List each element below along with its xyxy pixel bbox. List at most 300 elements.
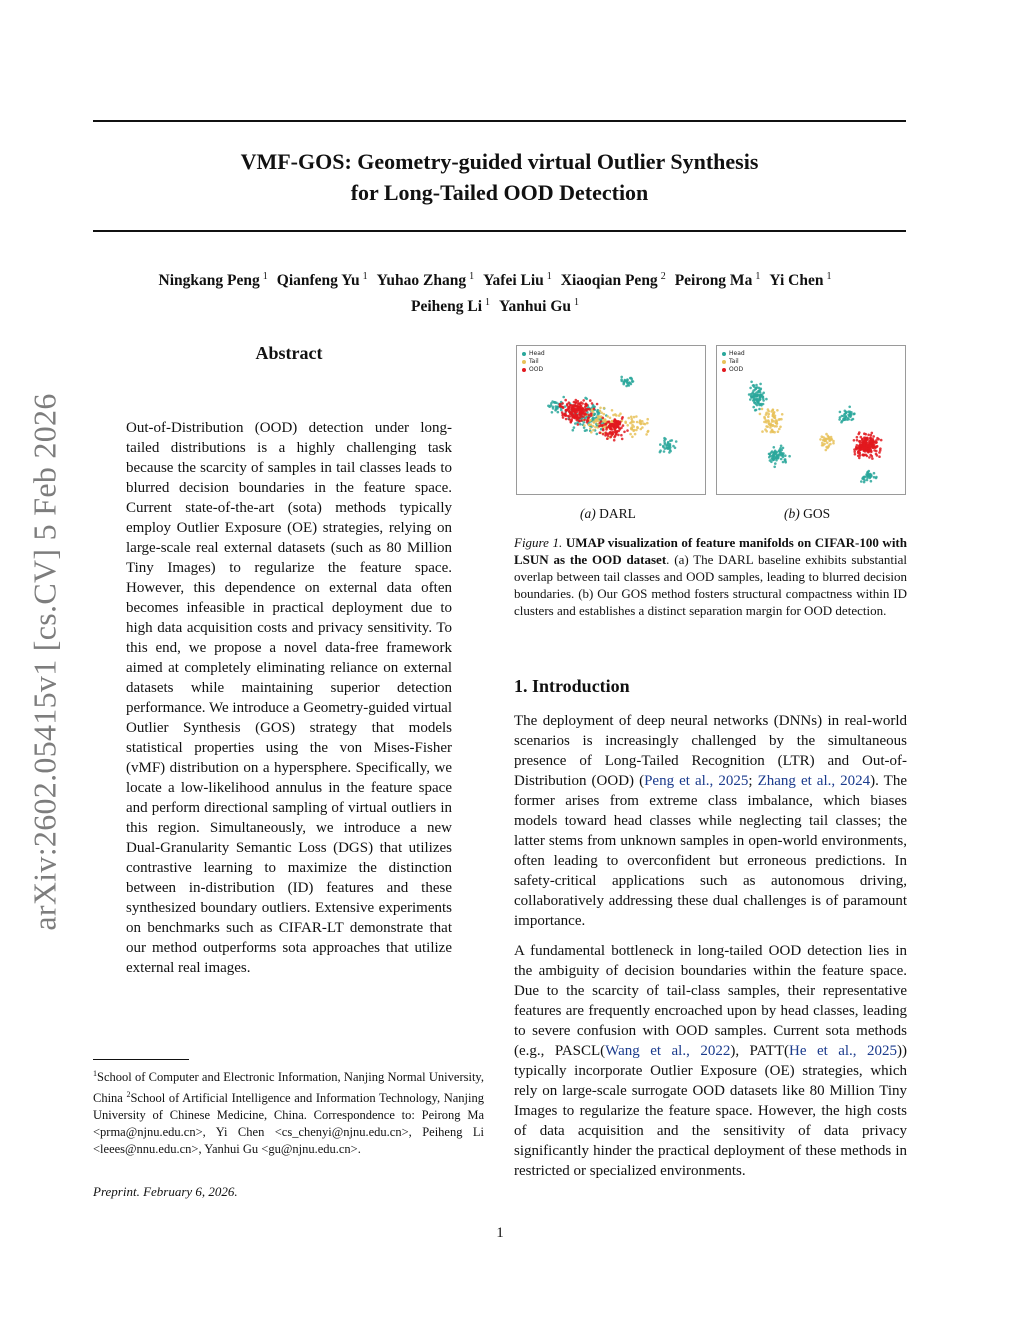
- head-point: [760, 387, 763, 390]
- tail-point: [646, 418, 649, 421]
- tail-point: [774, 417, 777, 420]
- head-point: [867, 472, 870, 475]
- ood-point: [569, 413, 572, 416]
- ood-point: [865, 454, 868, 457]
- tail-point: [647, 430, 650, 433]
- head-point: [843, 413, 846, 416]
- head-point: [782, 461, 785, 464]
- ood-point: [573, 410, 576, 413]
- head-point: [551, 400, 554, 403]
- legend-tail-label: Tail: [529, 358, 539, 365]
- ood-point: [580, 419, 583, 422]
- head-point: [668, 451, 671, 454]
- tail-point: [630, 416, 633, 419]
- legend-head-label: Head: [529, 350, 545, 357]
- head-point: [758, 408, 761, 411]
- head-point: [842, 419, 845, 422]
- head-point: [757, 400, 760, 403]
- tail-point: [594, 419, 597, 422]
- tail-point: [618, 414, 621, 417]
- tail-point: [639, 420, 642, 423]
- tail-point: [766, 426, 769, 429]
- tail-point: [630, 427, 633, 430]
- legend-tail-marker: [722, 360, 726, 364]
- ood-point: [582, 413, 585, 416]
- tail-point: [825, 440, 828, 443]
- legend-darl: [522, 350, 545, 374]
- ood-point: [857, 433, 860, 436]
- head-point: [662, 446, 665, 449]
- ood-point: [860, 436, 863, 439]
- head-point: [755, 384, 758, 387]
- citation-he-2025[interactable]: He et al., 2025: [789, 1043, 898, 1059]
- ood-point: [596, 403, 599, 406]
- tail-point: [630, 418, 633, 421]
- intro-p2-text-a: A fundamental bottleneck in long-tailed OOD detection lies in the ambiguity of decision boundaries within the feature space. Due to the scarcity of tail-class samples, their representative features are frequently encroached upon by head classes, leading to severe confusion with OOD samples. Current sota methods (e.g., PASCL(: [514, 943, 907, 1059]
- ood-point: [863, 443, 866, 446]
- ood-point: [568, 410, 571, 413]
- tail-point: [614, 413, 617, 416]
- tail-point: [779, 426, 782, 429]
- ood-point: [864, 433, 867, 436]
- intro-paragraph-2: [514, 941, 907, 1181]
- head-point: [584, 397, 587, 400]
- ood-point: [622, 424, 625, 427]
- ood-point: [575, 401, 578, 404]
- author-name: Yuhao Zhang: [376, 272, 467, 290]
- ood-point: [859, 448, 862, 451]
- tail-point: [771, 419, 774, 422]
- ood-point: [579, 404, 582, 407]
- tail-point: [767, 410, 770, 413]
- head-point: [562, 396, 565, 399]
- ood-point: [608, 426, 611, 429]
- head-point: [860, 480, 863, 483]
- ood-point: [621, 417, 624, 420]
- head-point: [624, 379, 627, 382]
- ood-point: [577, 418, 580, 421]
- tail-point: [759, 413, 762, 416]
- ood-point: [578, 402, 581, 405]
- ood-point: [879, 447, 882, 450]
- legend-ood-label: OOD: [729, 366, 744, 373]
- ood-point: [855, 447, 858, 450]
- head-point: [774, 462, 777, 465]
- tail-point: [772, 412, 775, 415]
- tail-point: [781, 413, 784, 416]
- ood-point: [583, 419, 586, 422]
- arxiv-identifier: arXiv:2602.05415v1 [cs.CV] 5 Feb 2026: [26, 393, 63, 931]
- author-name: Peirong Ma: [674, 272, 753, 290]
- ood-point: [565, 418, 568, 421]
- tail-point: [635, 429, 638, 432]
- ood-point: [858, 457, 861, 460]
- ood-point: [860, 444, 863, 447]
- ood-point: [579, 410, 582, 413]
- head-point: [847, 418, 850, 421]
- head-point: [774, 451, 777, 454]
- tail-point: [769, 426, 772, 429]
- head-point: [773, 453, 776, 456]
- tail-point: [765, 412, 768, 415]
- ood-point: [589, 399, 592, 402]
- ood-point: [572, 407, 575, 410]
- ood-point: [561, 411, 564, 414]
- head-point: [754, 402, 757, 405]
- tail-point: [633, 429, 636, 432]
- author-name: Qianfeng Yu: [276, 272, 360, 290]
- ood-point: [613, 420, 616, 423]
- ood-point: [593, 408, 596, 411]
- ood-point: [870, 442, 873, 445]
- tail-point: [646, 422, 649, 425]
- ood-point: [566, 404, 569, 407]
- ood-point: [601, 425, 604, 428]
- head-point: [761, 395, 764, 398]
- author-affiliation-mark: 1: [826, 271, 832, 282]
- head-point: [873, 472, 876, 475]
- ood-point: [861, 438, 864, 441]
- ood-point: [590, 414, 593, 417]
- head-point: [552, 407, 555, 410]
- ood-point: [856, 436, 859, 439]
- head-point: [572, 429, 575, 432]
- page-number: 1: [496, 1225, 504, 1241]
- ood-point: [602, 433, 605, 436]
- footnote-part-2: School of Artificial Intelligence and Information Technology, Nanjing University of Chinese Medicine, China. Correspondence to: Peirong Ma <prma@njnu.edu.cn>, Yi Chen <cs_chenyi@njnu.edu.cn>, Peiheng Li <leees@nnu.edu.cn>, Yanhui Gu <gu@njnu.edu.cn>.: [93, 1091, 485, 1157]
- head-point: [849, 416, 852, 419]
- author-row-2: [93, 292, 906, 318]
- head-point: [841, 415, 844, 418]
- head-point: [620, 376, 623, 379]
- ood-point: [602, 428, 605, 431]
- head-point: [750, 381, 753, 384]
- affiliation-footnote: [93, 1065, 484, 1158]
- head-point: [759, 398, 762, 401]
- tail-point: [590, 423, 593, 426]
- ood-point: [621, 438, 624, 441]
- subcaption-b-name: GOS: [803, 506, 831, 521]
- ood-point: [863, 449, 866, 452]
- head-point: [788, 455, 791, 458]
- author-affiliation-mark: 1: [469, 271, 475, 282]
- author-name: Ningkang Peng: [158, 272, 260, 290]
- ood-point: [856, 439, 859, 442]
- tail-point: [633, 416, 636, 419]
- head-point: [768, 453, 771, 456]
- ood-point: [865, 443, 868, 446]
- ood-point: [871, 457, 874, 460]
- head-point: [749, 398, 752, 401]
- head-point: [674, 447, 677, 450]
- head-point: [758, 390, 761, 393]
- head-point: [770, 461, 773, 464]
- head-point: [866, 479, 869, 482]
- author-name: Yafei Liu: [483, 272, 544, 290]
- tail-point: [626, 424, 629, 427]
- ood-point: [581, 402, 584, 405]
- head-point: [778, 453, 781, 456]
- ood-point: [859, 454, 862, 457]
- head-point: [547, 405, 550, 408]
- author-affiliation-mark: 1: [755, 271, 761, 282]
- tail-point: [590, 431, 593, 434]
- head-point: [573, 426, 576, 429]
- intro-p1-sep: ;: [748, 773, 758, 789]
- head-point: [620, 380, 623, 383]
- head-point: [770, 451, 773, 454]
- tail-point: [600, 411, 603, 414]
- head-point: [848, 406, 851, 409]
- footnote-rule: [93, 1059, 189, 1060]
- head-point: [862, 476, 865, 479]
- head-point: [753, 399, 756, 402]
- legend-ood-label: OOD: [529, 366, 544, 373]
- head-point: [780, 445, 783, 448]
- tail-point: [770, 431, 773, 434]
- section-heading-introduction: 1. Introduction: [514, 676, 630, 696]
- head-point: [779, 447, 782, 450]
- citation-wang-2022[interactable]: Wang et al., 2022: [605, 1043, 731, 1059]
- head-point: [752, 391, 755, 394]
- head-point: [667, 442, 670, 445]
- ood-point: [582, 399, 585, 402]
- ood-point: [868, 440, 871, 443]
- head-point: [663, 442, 666, 445]
- tail-point: [825, 449, 828, 452]
- subcaption-a-label: (a): [580, 506, 596, 521]
- tail-point: [778, 428, 781, 431]
- tail-point: [761, 408, 764, 411]
- head-point: [754, 409, 757, 412]
- head-point: [584, 429, 587, 432]
- legend-head-label: Head: [729, 350, 745, 357]
- tail-point: [777, 430, 780, 433]
- ood-point: [572, 414, 575, 417]
- author-name: Peiheng Li: [411, 298, 483, 316]
- head-point: [551, 411, 554, 414]
- head-point: [873, 476, 876, 479]
- intro-paragraph-1: [514, 711, 907, 931]
- ood-point: [876, 454, 879, 457]
- footnote-part-1: School of Computer and Electronic Information, Nanjing Normal University, China: [93, 1070, 484, 1106]
- ood-point: [564, 414, 567, 417]
- head-point: [844, 410, 847, 413]
- ood-point: [868, 456, 871, 459]
- tail-point: [819, 438, 822, 441]
- ood-point: [599, 431, 602, 434]
- ood-point: [577, 423, 580, 426]
- ood-point: [616, 423, 619, 426]
- tail-point: [592, 421, 595, 424]
- head-point: [749, 387, 752, 390]
- intro-p1-text-a: The deployment of deep neural networks (DNNs) in real-world scenarios is increasingly challenged by the simultaneous presence of Long-Tailed Recognition (LTR) and Out-of-Distribution (OOD) (: [514, 713, 907, 789]
- caption-rest: . (a) The DARL baseline exhibits substantial overlap between tail classes and OOD samples, leading to blurred decision boundaries. (b) Our GOS method fosters structural compactness within ID clusters and establishes a distinct separation margin for OOD detection.: [514, 552, 907, 618]
- head-point: [579, 423, 582, 426]
- head-point: [765, 398, 768, 401]
- ood-point: [871, 432, 874, 435]
- tail-point: [597, 417, 600, 420]
- tail-point: [624, 421, 627, 424]
- ood-point: [611, 428, 614, 431]
- ood-point: [872, 435, 875, 438]
- head-point: [752, 384, 755, 387]
- ood-point: [591, 402, 594, 405]
- ood-point: [588, 408, 591, 411]
- tail-point: [768, 422, 771, 425]
- ood-point: [576, 408, 579, 411]
- legend-ood-marker: [522, 368, 526, 372]
- tail-point: [611, 409, 614, 412]
- tail-point: [583, 424, 586, 427]
- ood-point: [873, 449, 876, 452]
- head-point: [870, 480, 873, 483]
- head-point: [775, 456, 778, 459]
- title-top-rule: [93, 120, 906, 122]
- ood-point: [585, 409, 588, 412]
- ood-point: [620, 434, 623, 437]
- caption-bold: UMAP visualization of feature manifolds on CIFAR-100 with LSUN as the OOD dataset: [514, 535, 907, 567]
- ood-point: [866, 445, 869, 448]
- head-point: [750, 393, 753, 396]
- head-point: [784, 458, 787, 461]
- citation-peng-2025[interactable]: Peng et al., 2025: [644, 773, 749, 789]
- tail-point: [631, 436, 634, 439]
- head-point: [847, 410, 850, 413]
- ood-point: [606, 421, 609, 424]
- tail-point: [830, 436, 833, 439]
- author-affiliation-mark: 1: [362, 271, 368, 282]
- head-point: [784, 454, 787, 457]
- ood-point: [570, 420, 573, 423]
- tail-point: [603, 407, 606, 410]
- ood-point: [559, 405, 562, 408]
- tail-point: [635, 415, 638, 418]
- ood-point: [562, 407, 565, 410]
- ood-point: [865, 439, 868, 442]
- paper-title: [93, 146, 906, 208]
- ood-point: [615, 431, 618, 434]
- ood-point: [564, 399, 567, 402]
- head-point: [771, 457, 774, 460]
- head-point: [773, 466, 776, 469]
- tail-point: [761, 430, 764, 433]
- intro-p2-text-b: ), PATT(: [730, 1043, 789, 1059]
- tail-point: [629, 433, 632, 436]
- tail-point: [780, 418, 783, 421]
- tail-point: [826, 447, 829, 450]
- head-point: [782, 452, 785, 455]
- ood-point: [859, 440, 862, 443]
- tail-point: [823, 443, 826, 446]
- head-point: [596, 433, 599, 436]
- head-point: [869, 477, 872, 480]
- head-point: [675, 440, 678, 443]
- ood-point: [561, 402, 564, 405]
- tail-point: [609, 417, 612, 420]
- intro-p1-text-b: ). The former arises from extreme class imbalance, which biases models toward head classes while neglecting tail classes; the latter stems from unknown samples in open-world environments, often leading to overconfident but erroneous predictions. In safety-critical applications such as autonomous driving, collaboratively addressing these dual challenges is of paramount importance.: [514, 773, 908, 929]
- tail-point: [828, 440, 831, 443]
- ood-point: [586, 404, 589, 407]
- tail-point: [771, 425, 774, 428]
- head-point: [626, 378, 629, 381]
- author-row-1: [93, 266, 906, 292]
- head-point: [773, 446, 776, 449]
- umap-scatter-gos: [717, 346, 905, 494]
- ood-point: [880, 439, 883, 442]
- head-point: [850, 419, 853, 422]
- head-point: [560, 409, 563, 412]
- ood-point: [568, 415, 571, 418]
- head-point: [659, 449, 662, 452]
- ood-point: [609, 436, 612, 439]
- figure-caption: [514, 534, 907, 619]
- tail-point: [594, 426, 597, 429]
- head-point: [574, 422, 577, 425]
- ood-point: [605, 431, 608, 434]
- ood-point: [870, 445, 873, 448]
- tail-point: [829, 443, 832, 446]
- ood-point: [586, 421, 589, 424]
- head-point: [759, 383, 762, 386]
- ood-point: [605, 426, 608, 429]
- ood-point: [870, 448, 873, 451]
- tail-point: [606, 415, 609, 418]
- tail-point: [592, 425, 595, 428]
- head-point: [630, 377, 633, 380]
- title-bottom-rule: [93, 230, 906, 232]
- head-point: [663, 450, 666, 453]
- author-affiliation-mark: 1: [546, 271, 552, 282]
- head-point: [760, 403, 763, 406]
- ood-point: [853, 439, 856, 442]
- ood-point: [626, 429, 629, 432]
- tail-point: [640, 428, 643, 431]
- ood-point: [871, 455, 874, 458]
- subcaption-a: [580, 506, 636, 522]
- head-point: [754, 395, 757, 398]
- tail-point: [764, 428, 767, 431]
- umap-scatter-darl: [517, 346, 705, 494]
- ood-point: [611, 423, 614, 426]
- head-point: [782, 447, 785, 450]
- tail-point: [629, 422, 632, 425]
- legend-tail-marker: [522, 360, 526, 364]
- tail-point: [642, 422, 645, 425]
- tail-point: [592, 429, 595, 432]
- legend-head-marker: [522, 352, 526, 356]
- author-affiliation-mark: 1: [574, 297, 579, 309]
- tail-point: [764, 417, 767, 420]
- citation-zhang-2024[interactable]: Zhang et al., 2024: [757, 773, 871, 789]
- legend-ood-marker: [722, 368, 726, 372]
- legend-head-marker: [722, 352, 726, 356]
- author-name: Yanhui Gu: [499, 298, 571, 316]
- ood-point: [623, 431, 626, 434]
- caption-label: Figure 1.: [514, 535, 563, 550]
- tail-point: [825, 433, 828, 436]
- head-point: [754, 388, 757, 391]
- figure-panel-gos: [716, 345, 906, 495]
- ood-point: [614, 429, 617, 432]
- head-point: [875, 476, 878, 479]
- ood-point: [588, 414, 591, 417]
- tail-point: [589, 427, 592, 430]
- author-affiliation-mark: 1: [485, 297, 491, 309]
- head-point: [863, 479, 866, 482]
- ood-point: [617, 434, 620, 437]
- ood-point: [613, 439, 616, 442]
